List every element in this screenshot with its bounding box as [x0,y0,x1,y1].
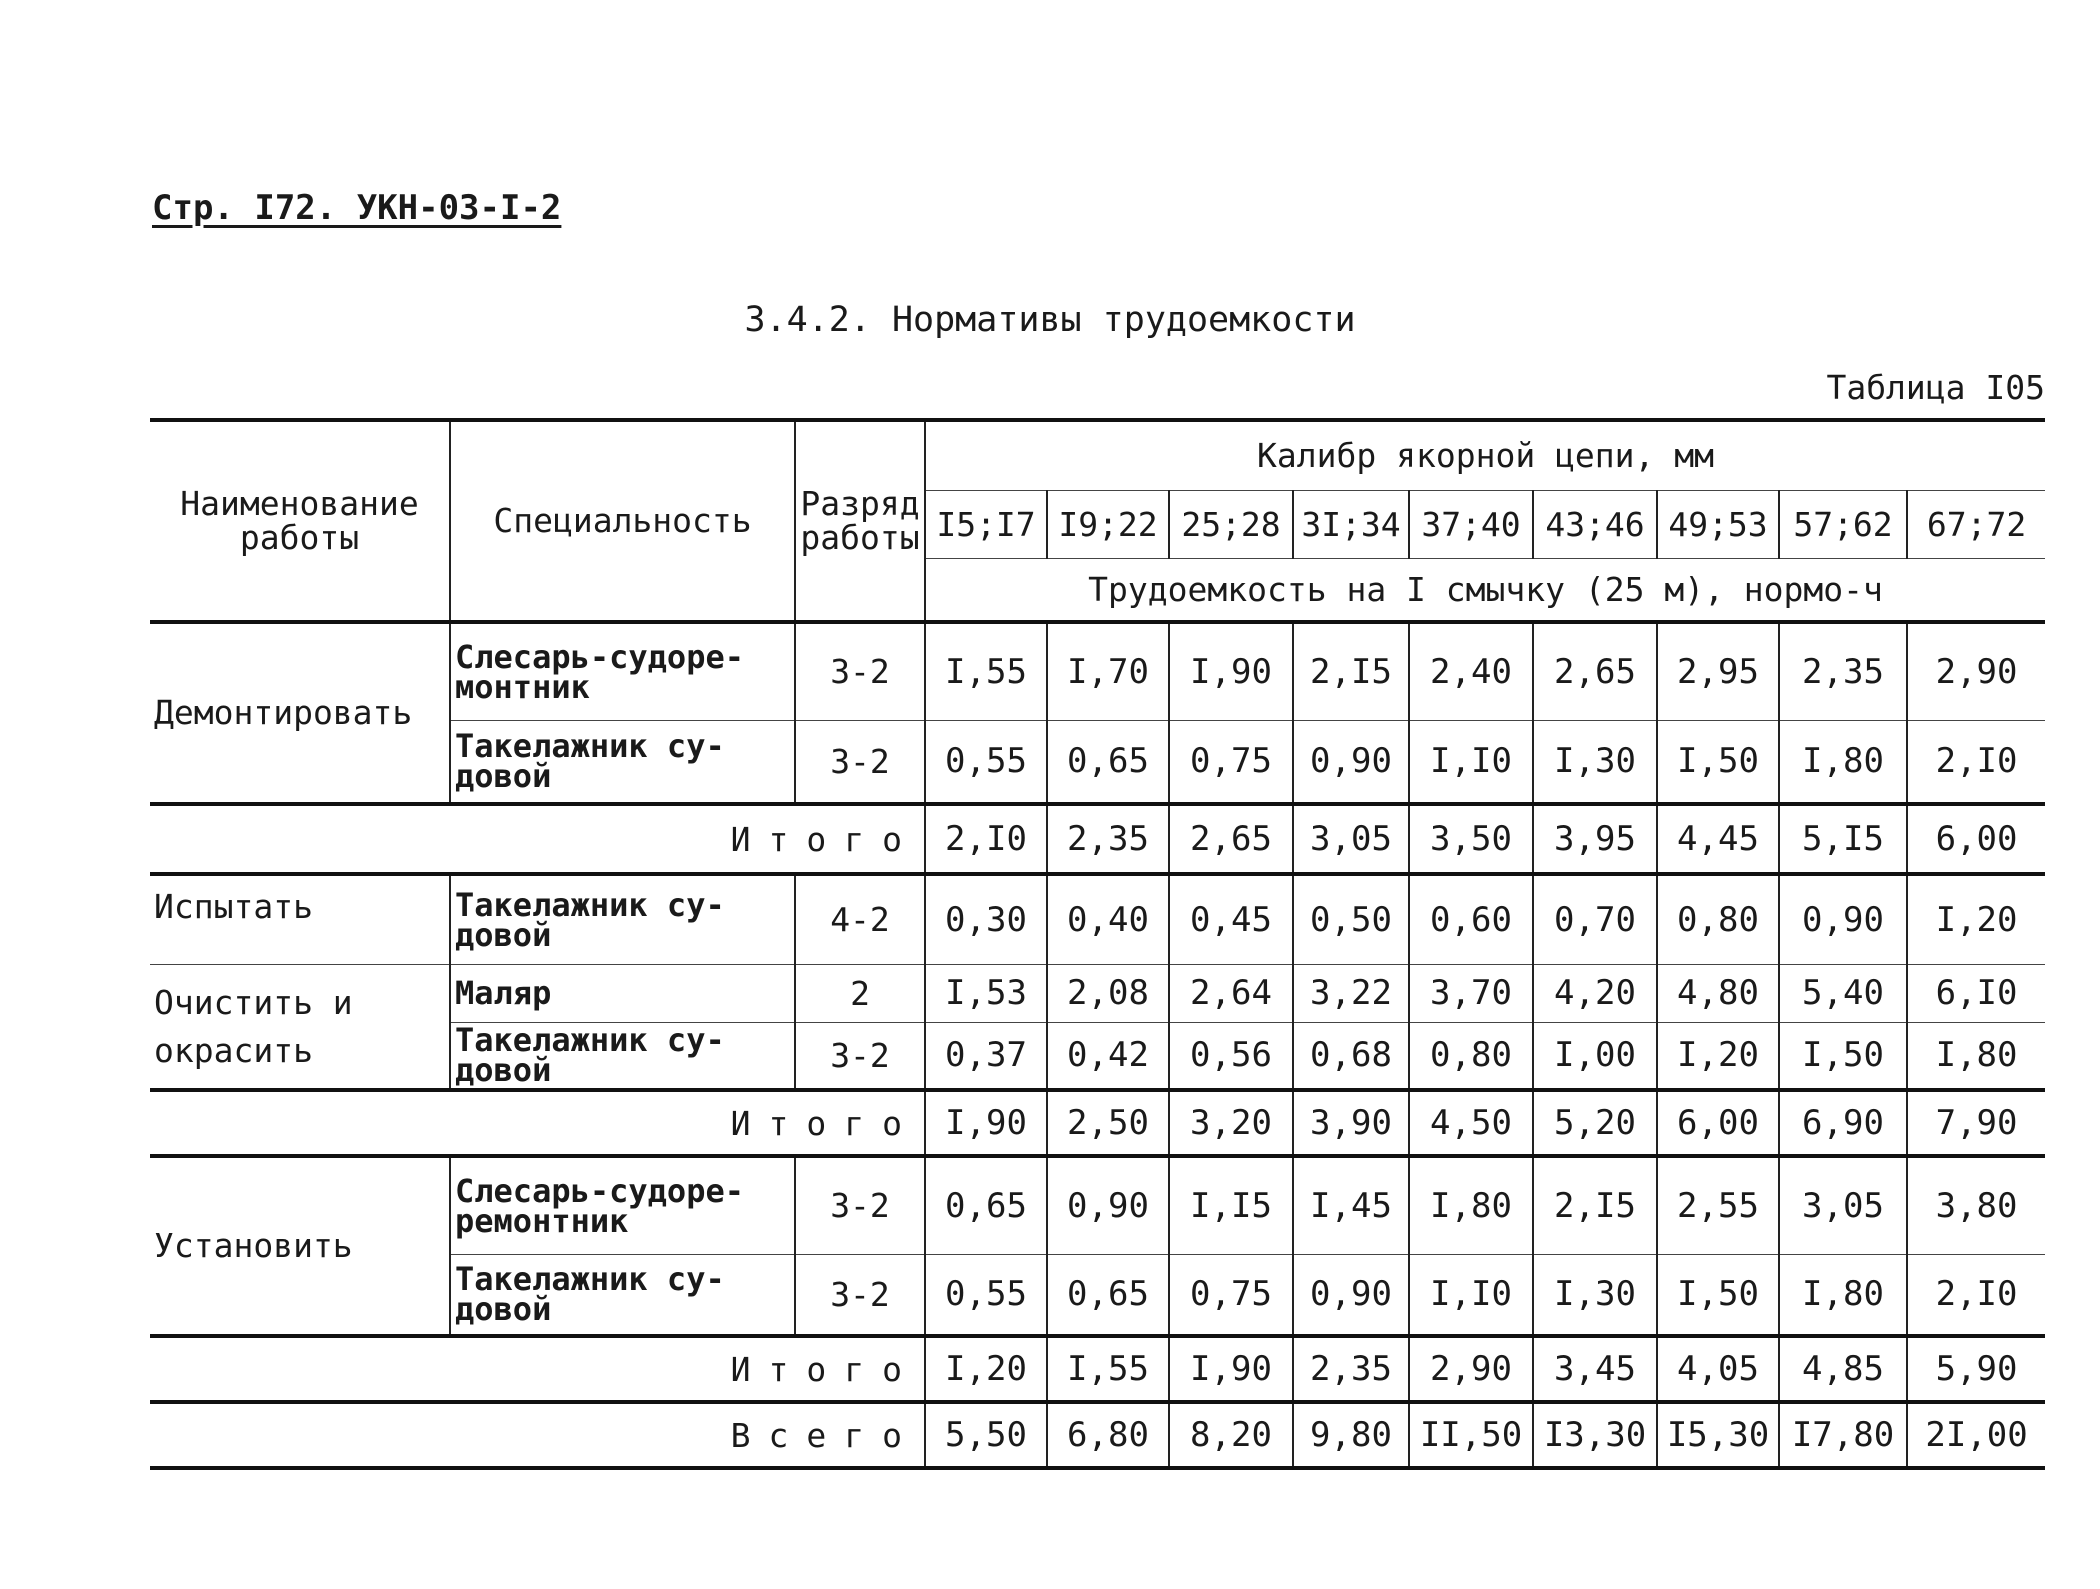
value-cell: 0,90 [1047,1156,1169,1254]
value-cell: 3,22 [1293,964,1409,1022]
specialty-cell: Маляр [450,964,795,1022]
value-cell: 3,70 [1409,964,1533,1022]
subtotal-cell: 4,45 [1657,804,1779,874]
table-label: Таблица I05 [1826,368,2045,407]
header-caliber: I9;22 [1047,490,1169,558]
value-cell: 2,I0 [1907,720,2045,804]
value-cell: 6,I0 [1907,964,2045,1022]
grand-total-cell: I3,30 [1533,1402,1657,1468]
value-cell: I,I0 [1409,720,1533,804]
value-cell: 2,55 [1657,1156,1779,1254]
subtotal-cell: 4,05 [1657,1336,1779,1402]
value-cell: I,20 [1657,1022,1779,1090]
value-cell: 0,42 [1047,1022,1169,1090]
subtotal-label: Итого [150,1090,925,1156]
header-caliber: 49;53 [1657,490,1779,558]
value-cell: I,50 [1657,1254,1779,1336]
grade-cell: 3-2 [795,1254,925,1336]
header-caliber: 67;72 [1907,490,2045,558]
value-cell: 0,80 [1409,1022,1533,1090]
specialty-cell: Такелажник су-довой [450,1254,795,1336]
grand-total-label: Всего [150,1402,925,1468]
value-cell: 0,65 [925,1156,1047,1254]
specialty-cell: Такелажник су-довой [450,874,795,964]
value-cell: 0,65 [1047,720,1169,804]
grand-total-cell: 6,80 [1047,1402,1169,1468]
value-cell: I,80 [1907,1022,2045,1090]
subtotal-cell: I,20 [925,1336,1047,1402]
value-cell: I,53 [925,964,1047,1022]
subtotal-label: Итого [150,1336,925,1402]
specialty-cell: Слесарь-судоре-монтник [450,622,795,720]
value-cell: I,50 [1779,1022,1907,1090]
value-cell: 2,35 [1779,622,1907,720]
value-cell: 0,80 [1657,874,1779,964]
grand-total-cell: II,50 [1409,1402,1533,1468]
work-name-clean-paint: Очистить и окрасить [150,964,450,1090]
value-cell: 0,50 [1293,874,1409,964]
value-cell: 0,75 [1169,1254,1293,1336]
header-work-name: Наименование работы [150,420,450,622]
value-cell: I,55 [925,622,1047,720]
header-caliber: 57;62 [1779,490,1907,558]
value-cell: 2,64 [1169,964,1293,1022]
header-grade: Разряд работы [795,420,925,622]
header-specialty: Специальность [450,420,795,622]
value-cell: 2,I5 [1293,622,1409,720]
value-cell: 2,40 [1409,622,1533,720]
header-caliber: 3I;34 [1293,490,1409,558]
subtotal-cell: 2,35 [1047,804,1169,874]
value-cell: I,80 [1779,720,1907,804]
value-cell: I,90 [1169,622,1293,720]
subtotal-cell: 3,05 [1293,804,1409,874]
subtotal-cell: I,90 [1169,1336,1293,1402]
subtotal-cell: I,55 [1047,1336,1169,1402]
value-cell: 0,37 [925,1022,1047,1090]
value-cell: 2,90 [1907,622,2045,720]
grand-total-cell: 5,50 [925,1402,1047,1468]
grand-total-cell: 9,80 [1293,1402,1409,1468]
subtotal-cell: I,90 [925,1090,1047,1156]
subtotal-cell: 5,20 [1533,1090,1657,1156]
grade-cell: 3-2 [795,1156,925,1254]
header-caliber: 25;28 [1169,490,1293,558]
specialty-cell: Такелажник су-довой [450,720,795,804]
value-cell: 0,90 [1293,1254,1409,1336]
header-caliber: 37;40 [1409,490,1533,558]
value-cell: I,I5 [1169,1156,1293,1254]
subtotal-cell: 3,50 [1409,804,1533,874]
grade-cell: 2 [795,964,925,1022]
subtotal-cell: 5,I5 [1779,804,1907,874]
value-cell: 0,68 [1293,1022,1409,1090]
value-cell: 2,I0 [1907,1254,2045,1336]
page-header: Стр. I72. УКН-03-I-2 [152,188,562,228]
subtotal-label: Итого [150,804,925,874]
header-caliber: I5;I7 [925,490,1047,558]
work-name-test: Испытать [150,874,450,964]
grand-total-cell: 8,20 [1169,1402,1293,1468]
value-cell: 0,65 [1047,1254,1169,1336]
value-cell: 0,56 [1169,1022,1293,1090]
value-cell: 0,30 [925,874,1047,964]
specialty-cell: Слесарь-судоре-ремонтник [450,1156,795,1254]
value-cell: I,80 [1409,1156,1533,1254]
value-cell: 0,55 [925,1254,1047,1336]
value-cell: 0,45 [1169,874,1293,964]
value-cell: 5,40 [1779,964,1907,1022]
grade-cell: 4-2 [795,874,925,964]
subtotal-cell: 2,I0 [925,804,1047,874]
value-cell: 2,95 [1657,622,1779,720]
subtotal-cell: 5,90 [1907,1336,2045,1402]
value-cell: I,50 [1657,720,1779,804]
grand-total-cell: I7,80 [1779,1402,1907,1468]
subtotal-cell: 2,90 [1409,1336,1533,1402]
grand-total-cell: I5,30 [1657,1402,1779,1468]
value-cell: 0,40 [1047,874,1169,964]
grade-cell: 3-2 [795,720,925,804]
subtotal-cell: 3,45 [1533,1336,1657,1402]
grade-cell: 3-2 [795,622,925,720]
value-cell: I,45 [1293,1156,1409,1254]
value-cell: 4,80 [1657,964,1779,1022]
subtotal-cell: 7,90 [1907,1090,2045,1156]
value-cell: 3,05 [1779,1156,1907,1254]
value-cell: 2,65 [1533,622,1657,720]
value-cell: I,30 [1533,720,1657,804]
subtotal-cell: 3,20 [1169,1090,1293,1156]
subtotal-cell: 2,35 [1293,1336,1409,1402]
value-cell: 0,60 [1409,874,1533,964]
value-cell: I,30 [1533,1254,1657,1336]
grade-cell: 3-2 [795,1022,925,1090]
subtotal-cell: 4,85 [1779,1336,1907,1402]
header-caliber-group: Калибр якорной цепи, мм [925,420,2045,490]
work-name-dismantle: Демонтировать [150,622,450,804]
subtotal-cell: 6,90 [1779,1090,1907,1156]
header-caliber: 43;46 [1533,490,1657,558]
subtotal-cell: 4,50 [1409,1090,1533,1156]
subtotal-cell: 6,00 [1907,804,2045,874]
subtotal-cell: 3,90 [1293,1090,1409,1156]
subtotal-cell: 6,00 [1657,1090,1779,1156]
labor-norms-table [150,418,2045,1470]
subtotal-cell: 2,50 [1047,1090,1169,1156]
value-cell: I,00 [1533,1022,1657,1090]
section-title: 3.4.2. Нормативы трудоемкости [744,300,1356,340]
value-cell: 2,08 [1047,964,1169,1022]
value-cell: 3,80 [1907,1156,2045,1254]
value-cell: I,80 [1779,1254,1907,1336]
value-cell: 0,90 [1293,720,1409,804]
value-cell: I,70 [1047,622,1169,720]
value-cell: 2,I5 [1533,1156,1657,1254]
work-name-install: Установить [150,1156,450,1336]
value-cell: 0,70 [1533,874,1657,964]
value-cell: 0,75 [1169,720,1293,804]
value-cell: I,I0 [1409,1254,1533,1336]
value-cell: 4,20 [1533,964,1657,1022]
header-unit: Трудоемкость на I смычку (25 м), нормо-ч [925,558,2045,622]
specialty-cell: Такелажник су-довой [450,1022,795,1090]
value-cell: 0,90 [1779,874,1907,964]
value-cell: 0,55 [925,720,1047,804]
subtotal-cell: 3,95 [1533,804,1657,874]
grand-total-cell: 2I,00 [1907,1402,2045,1468]
value-cell: I,20 [1907,874,2045,964]
subtotal-cell: 2,65 [1169,804,1293,874]
